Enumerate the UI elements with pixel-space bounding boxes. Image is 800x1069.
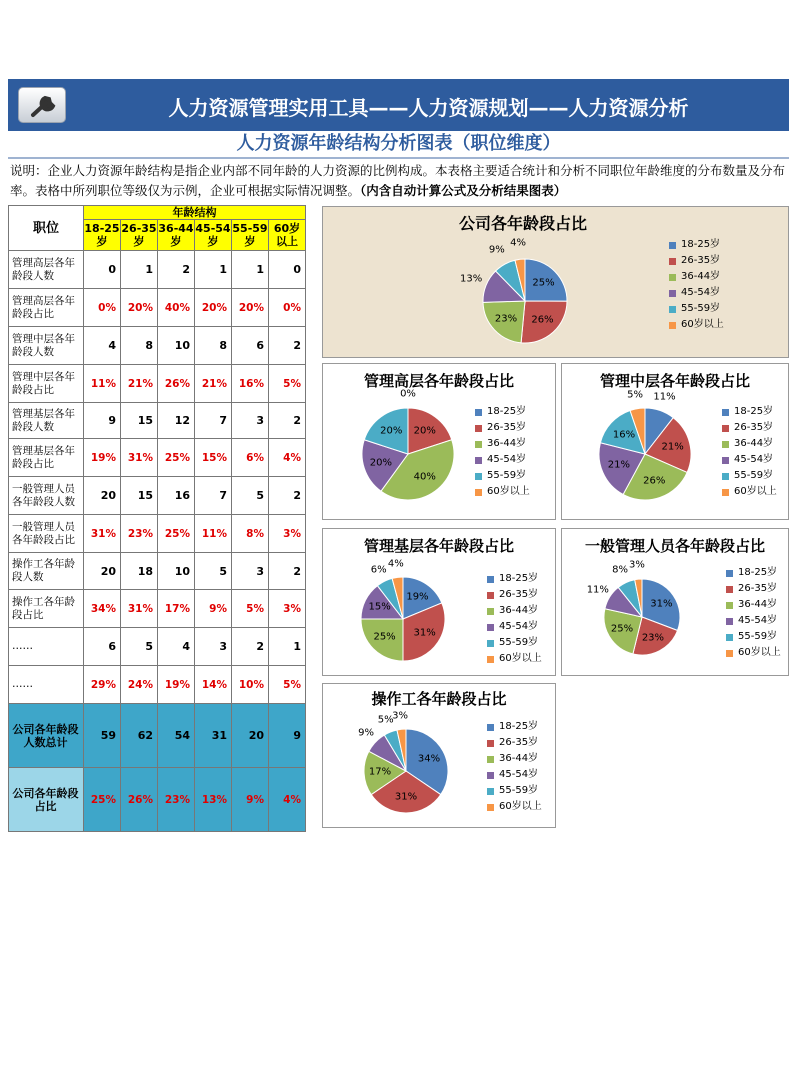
legend-swatch bbox=[487, 804, 494, 811]
senior-mgmt-pie-panel bbox=[322, 363, 556, 520]
table-cell: 6% bbox=[232, 439, 269, 477]
legend-item bbox=[487, 651, 542, 667]
table-cell: 16% bbox=[232, 365, 269, 403]
legend-swatch bbox=[487, 788, 494, 795]
legend-item bbox=[487, 587, 542, 603]
middle-mgmt-pie-panel bbox=[561, 363, 789, 520]
table-cell: 17% bbox=[158, 590, 195, 628]
table-cell: 6 bbox=[84, 628, 121, 666]
legend-item bbox=[669, 253, 724, 269]
legend-item bbox=[722, 484, 777, 500]
slice-label: 9% bbox=[358, 727, 374, 739]
chart-legend bbox=[669, 237, 724, 333]
table-cell: 5 bbox=[121, 628, 158, 666]
legend-swatch bbox=[722, 489, 729, 496]
legend-label: 26-35岁 bbox=[499, 737, 539, 748]
row-label: 操作工各年龄段人数 bbox=[9, 553, 84, 590]
legend-label: 55-59岁 bbox=[487, 470, 527, 481]
legend-label: 18-25岁 bbox=[499, 573, 539, 584]
row-label: 管理中层各年龄段占比 bbox=[9, 365, 84, 403]
slice-label: 25% bbox=[610, 623, 634, 635]
table-cell: 2 bbox=[232, 628, 269, 666]
legend-label: 26-35岁 bbox=[734, 422, 774, 433]
table-cell: 5% bbox=[232, 590, 269, 628]
legend-swatch bbox=[487, 756, 494, 763]
legend-item bbox=[487, 571, 542, 587]
table-cell: 2 bbox=[269, 327, 306, 365]
legend-label: 26-35岁 bbox=[499, 589, 539, 600]
worker-pie-panel bbox=[322, 683, 556, 828]
legend-label: 36-44岁 bbox=[487, 438, 527, 449]
table-cell: 8% bbox=[232, 515, 269, 553]
slice-label: 9% bbox=[488, 244, 505, 256]
table-cell: 7 bbox=[195, 477, 232, 515]
position-header: 职位 bbox=[9, 206, 84, 251]
table-cell: 5 bbox=[195, 553, 232, 590]
legend-label: 60岁以上 bbox=[499, 801, 542, 812]
table-cell: 15% bbox=[195, 439, 232, 477]
legend-label: 45-54岁 bbox=[499, 621, 539, 632]
legend-swatch bbox=[722, 425, 729, 432]
header-banner bbox=[8, 79, 789, 131]
slice-label: 11% bbox=[586, 584, 609, 596]
legend-label: 60岁以上 bbox=[734, 486, 777, 497]
legend-item bbox=[475, 452, 530, 468]
table-cell: 11% bbox=[195, 515, 232, 553]
table-cell: 21% bbox=[121, 365, 158, 403]
legend-swatch bbox=[726, 602, 733, 609]
legend-swatch bbox=[475, 457, 482, 464]
total-cell: 9% bbox=[232, 768, 269, 832]
slice-label: 31% bbox=[394, 791, 418, 803]
junior-mgmt-pie-panel bbox=[322, 528, 556, 676]
legend-label: 55-59岁 bbox=[499, 785, 539, 796]
age-header-1: 26-35岁 bbox=[121, 220, 158, 251]
table-cell: 0% bbox=[269, 289, 306, 327]
total-cell: 20 bbox=[232, 704, 269, 768]
table-cell: 20% bbox=[195, 289, 232, 327]
slice-label: 13% bbox=[460, 273, 483, 285]
legend-item bbox=[726, 597, 781, 613]
slice-label: 21% bbox=[661, 441, 684, 453]
total-cell: 4% bbox=[269, 768, 306, 832]
legend-label: 36-44岁 bbox=[738, 599, 778, 610]
legend-swatch bbox=[475, 441, 482, 448]
slice-label: 25% bbox=[373, 631, 396, 643]
slice-label: 3% bbox=[392, 710, 408, 722]
age-header-5: 60岁以上 bbox=[269, 220, 306, 251]
table-cell: 40% bbox=[158, 289, 195, 327]
page-subtitle: 人力资源年龄结构分析图表（职位维度） bbox=[236, 133, 561, 154]
table-cell: 14% bbox=[195, 666, 232, 704]
legend-label: 36-44岁 bbox=[681, 271, 721, 282]
slice-label: 3% bbox=[629, 559, 645, 571]
table-cell: 2 bbox=[269, 477, 306, 515]
table-cell: 10% bbox=[232, 666, 269, 704]
slice-label: 11% bbox=[653, 391, 676, 403]
chart-title: 操作工各年龄段占比 bbox=[371, 690, 507, 708]
slice-label: 0% bbox=[400, 388, 416, 400]
table-cell: 31% bbox=[121, 439, 158, 477]
slice-label: 6% bbox=[370, 564, 387, 576]
legend-swatch bbox=[722, 457, 729, 464]
table-cell: 5% bbox=[269, 365, 306, 403]
legend-label: 55-59岁 bbox=[681, 303, 721, 314]
legend-swatch bbox=[487, 592, 494, 599]
legend-label: 18-25岁 bbox=[487, 406, 527, 417]
table-cell: 4 bbox=[158, 628, 195, 666]
row-label: 操作工各年龄段占比 bbox=[9, 590, 84, 628]
company-pie-panel bbox=[322, 206, 789, 358]
row-label: 管理高层各年龄段占比 bbox=[9, 289, 84, 327]
legend-item bbox=[726, 629, 781, 645]
table-cell: 21% bbox=[195, 365, 232, 403]
description-bold: （内含自动计算公式及分析结果图表） bbox=[360, 183, 567, 198]
table-cell: 3% bbox=[269, 590, 306, 628]
legend-swatch bbox=[487, 640, 494, 647]
legend-item bbox=[475, 420, 530, 436]
legend-swatch bbox=[669, 322, 676, 329]
total-cell: 54 bbox=[158, 704, 195, 768]
legend-item bbox=[722, 420, 777, 436]
chart-legend bbox=[487, 719, 542, 815]
legend-label: 60岁以上 bbox=[499, 653, 542, 664]
legend-swatch bbox=[669, 258, 676, 265]
slice-label: 5% bbox=[627, 389, 644, 401]
table-cell: 19% bbox=[158, 666, 195, 704]
table-cell: 5 bbox=[232, 477, 269, 515]
table-cell: 2 bbox=[269, 403, 306, 439]
chart-title: 管理基层各年龄段占比 bbox=[363, 537, 514, 555]
legend-label: 26-35岁 bbox=[681, 255, 721, 266]
chart-legend bbox=[722, 404, 777, 500]
total-row-label: 公司各年龄段占比 bbox=[9, 768, 84, 832]
age-header-4: 55-59岁 bbox=[232, 220, 269, 251]
table-cell: 7 bbox=[195, 403, 232, 439]
table-cell: 20% bbox=[121, 289, 158, 327]
legend-label: 36-44岁 bbox=[499, 605, 539, 616]
legend-swatch bbox=[487, 576, 494, 583]
legend-label: 26-35岁 bbox=[487, 422, 527, 433]
legend-label: 36-44岁 bbox=[734, 438, 774, 449]
legend-item bbox=[722, 452, 777, 468]
legend-swatch bbox=[722, 473, 729, 480]
legend-item bbox=[669, 317, 724, 333]
wrench-icon bbox=[18, 87, 66, 123]
table-cell: 3 bbox=[195, 628, 232, 666]
chart-title: 一般管理人员各年龄段占比 bbox=[584, 537, 765, 555]
legend-item bbox=[475, 436, 530, 452]
legend-label: 60岁以上 bbox=[681, 319, 724, 330]
page-title: 人力资源管理实用工具——人力资源规划——人力资源分析 bbox=[168, 96, 689, 120]
legend-item bbox=[487, 719, 542, 735]
table-cell: 8 bbox=[195, 327, 232, 365]
table-cell: 25% bbox=[158, 439, 195, 477]
row-label: …… bbox=[9, 666, 84, 704]
legend-swatch bbox=[669, 290, 676, 297]
legend-label: 26-35岁 bbox=[738, 583, 778, 594]
table-cell: 31% bbox=[121, 590, 158, 628]
slice-label: 23% bbox=[494, 313, 518, 325]
chart-title: 管理中层各年龄段占比 bbox=[599, 372, 750, 390]
legend-item bbox=[722, 468, 777, 484]
chart-legend bbox=[487, 571, 542, 667]
slice-label: 17% bbox=[368, 766, 392, 778]
table-cell: 11% bbox=[84, 365, 121, 403]
slice-label: 5% bbox=[377, 714, 394, 726]
table-cell: 18 bbox=[121, 553, 158, 590]
legend-swatch bbox=[669, 306, 676, 313]
table-cell: 16 bbox=[158, 477, 195, 515]
row-label: 管理中层各年龄段人数 bbox=[9, 327, 84, 365]
total-cell: 25% bbox=[84, 768, 121, 832]
legend-item bbox=[726, 645, 781, 661]
table-cell: 3 bbox=[232, 553, 269, 590]
table-cell: 31% bbox=[84, 515, 121, 553]
slice-label: 26% bbox=[531, 314, 554, 326]
chart-legend bbox=[475, 404, 530, 500]
legend-item bbox=[487, 635, 542, 651]
legend-item bbox=[487, 751, 542, 767]
legend-item bbox=[726, 581, 781, 597]
total-cell: 31 bbox=[195, 704, 232, 768]
legend-item bbox=[669, 269, 724, 285]
table-cell: 29% bbox=[84, 666, 121, 704]
table-cell: 4% bbox=[269, 439, 306, 477]
slice-label: 40% bbox=[413, 471, 436, 483]
table-cell: 1 bbox=[195, 251, 232, 289]
slice-label: 20% bbox=[369, 457, 392, 469]
table-cell: 15 bbox=[121, 403, 158, 439]
legend-swatch bbox=[487, 772, 494, 779]
legend-label: 36-44岁 bbox=[499, 753, 539, 764]
total-cell: 59 bbox=[84, 704, 121, 768]
legend-item bbox=[669, 285, 724, 301]
legend-swatch bbox=[726, 586, 733, 593]
slice-label: 16% bbox=[612, 429, 636, 441]
total-cell: 23% bbox=[158, 768, 195, 832]
legend-swatch bbox=[475, 425, 482, 432]
table-cell: 9% bbox=[195, 590, 232, 628]
legend-label: 60岁以上 bbox=[487, 486, 530, 497]
slice-label: 25% bbox=[532, 277, 555, 289]
table-cell: 34% bbox=[84, 590, 121, 628]
legend-item bbox=[475, 404, 530, 420]
chart-title: 管理高层各年龄段占比 bbox=[363, 372, 514, 390]
age-header-3: 45-54岁 bbox=[195, 220, 232, 251]
legend-item bbox=[487, 735, 542, 751]
slice-label: 21% bbox=[607, 459, 630, 471]
total-cell: 26% bbox=[121, 768, 158, 832]
legend-swatch bbox=[726, 570, 733, 577]
table-cell: 1 bbox=[121, 251, 158, 289]
legend-swatch bbox=[669, 274, 676, 281]
description bbox=[10, 161, 788, 201]
legend-swatch bbox=[487, 724, 494, 731]
table-cell: 19% bbox=[84, 439, 121, 477]
legend-label: 55-59岁 bbox=[499, 637, 539, 648]
legend-swatch bbox=[669, 242, 676, 249]
table-cell: 1 bbox=[232, 251, 269, 289]
row-label: 一般管理人员各年龄段占比 bbox=[9, 515, 84, 553]
row-label: 管理基层各年龄段人数 bbox=[9, 403, 84, 439]
legend-item bbox=[487, 767, 542, 783]
legend-item bbox=[669, 237, 724, 253]
slice-label: 8% bbox=[612, 564, 629, 576]
age-structure-table bbox=[8, 205, 306, 832]
total-row-label: 公司各年龄段人数总计 bbox=[9, 704, 84, 768]
table-cell: 10 bbox=[158, 553, 195, 590]
slice-label: 34% bbox=[417, 753, 441, 765]
table-cell: 9 bbox=[84, 403, 121, 439]
legend-label: 60岁以上 bbox=[738, 647, 781, 658]
table-cell: 0% bbox=[84, 289, 121, 327]
chart-legend bbox=[726, 565, 781, 661]
legend-label: 18-25岁 bbox=[734, 406, 774, 417]
total-cell: 13% bbox=[195, 768, 232, 832]
row-label: 管理高层各年龄段人数 bbox=[9, 251, 84, 289]
legend-label: 18-25岁 bbox=[681, 239, 721, 250]
table-cell: 12 bbox=[158, 403, 195, 439]
legend-item bbox=[669, 301, 724, 317]
legend-swatch bbox=[726, 650, 733, 657]
age-header-2: 36-44岁 bbox=[158, 220, 195, 251]
table-cell: 20 bbox=[84, 553, 121, 590]
total-cell: 9 bbox=[269, 704, 306, 768]
legend-swatch bbox=[487, 740, 494, 747]
row-label: 管理基层各年龄段占比 bbox=[9, 439, 84, 477]
legend-swatch bbox=[726, 618, 733, 625]
legend-label: 45-54岁 bbox=[499, 769, 539, 780]
slice-label: 31% bbox=[650, 598, 673, 610]
slice-label: 26% bbox=[643, 475, 666, 487]
table-cell: 4 bbox=[84, 327, 121, 365]
table-cell: 20 bbox=[84, 477, 121, 515]
table-cell: 23% bbox=[121, 515, 158, 553]
table-cell: 2 bbox=[269, 553, 306, 590]
table-cell: 3 bbox=[232, 403, 269, 439]
legend-item bbox=[475, 468, 530, 484]
legend-label: 45-54岁 bbox=[734, 454, 774, 465]
table-cell: 5% bbox=[269, 666, 306, 704]
legend-label: 18-25岁 bbox=[738, 567, 778, 578]
chart-title: 公司各年龄段占比 bbox=[458, 214, 587, 233]
legend-swatch bbox=[487, 656, 494, 663]
legend-item bbox=[722, 404, 777, 420]
slice-label: 4% bbox=[387, 558, 404, 570]
table-cell: 0 bbox=[269, 251, 306, 289]
legend-swatch bbox=[722, 409, 729, 416]
legend-label: 55-59岁 bbox=[734, 470, 774, 481]
table-cell: 15 bbox=[121, 477, 158, 515]
legend-item bbox=[487, 783, 542, 799]
table-cell: 25% bbox=[158, 515, 195, 553]
table-cell: 26% bbox=[158, 365, 195, 403]
legend-label: 18-25岁 bbox=[499, 721, 539, 732]
general-mgmt-pie-panel bbox=[561, 528, 789, 676]
legend-swatch bbox=[487, 624, 494, 631]
legend-swatch bbox=[475, 489, 482, 496]
legend-item bbox=[726, 565, 781, 581]
table-cell: 0 bbox=[84, 251, 121, 289]
slice-label: 23% bbox=[641, 632, 665, 644]
table-cell: 6 bbox=[232, 327, 269, 365]
table-cell: 8 bbox=[121, 327, 158, 365]
row-label: …… bbox=[9, 628, 84, 666]
table-cell: 24% bbox=[121, 666, 158, 704]
age-group-header: 年龄结构 bbox=[84, 206, 306, 220]
table-cell: 20% bbox=[232, 289, 269, 327]
row-label: 一般管理人员各年龄段人数 bbox=[9, 477, 84, 515]
slice-label: 31% bbox=[413, 627, 436, 639]
slice-label: 19% bbox=[406, 591, 429, 603]
table-cell: 1 bbox=[269, 628, 306, 666]
slice-label: 20% bbox=[380, 425, 403, 437]
legend-swatch bbox=[487, 608, 494, 615]
legend-label: 55-59岁 bbox=[738, 631, 778, 642]
legend-swatch bbox=[475, 473, 482, 480]
total-cell: 62 bbox=[121, 704, 158, 768]
table-cell: 2 bbox=[158, 251, 195, 289]
table-cell: 3% bbox=[269, 515, 306, 553]
legend-item bbox=[722, 436, 777, 452]
legend-swatch bbox=[722, 441, 729, 448]
legend-item bbox=[487, 799, 542, 815]
legend-item bbox=[726, 613, 781, 629]
legend-label: 45-54岁 bbox=[738, 615, 778, 626]
legend-swatch bbox=[726, 634, 733, 641]
slice-label: 15% bbox=[368, 601, 391, 613]
legend-label: 45-54岁 bbox=[681, 287, 721, 298]
legend-item bbox=[475, 484, 530, 500]
slice-label: 4% bbox=[510, 237, 526, 249]
table-cell: 10 bbox=[158, 327, 195, 365]
legend-item bbox=[487, 619, 542, 635]
legend-label: 45-54岁 bbox=[487, 454, 527, 465]
legend-swatch bbox=[475, 409, 482, 416]
divider bbox=[8, 157, 789, 159]
slice-label: 20% bbox=[413, 425, 436, 437]
age-header-0: 18-25岁 bbox=[84, 220, 121, 251]
description-text: 说明：企业人力资源年龄结构是指企业内部不同年龄的人力资源的比例构成。本表格主要适合统计和分析不同职位年龄维度的分布数量及分布率。表格中所列职位等级仅为示例，企业可根据实际情况调整。 bbox=[10, 163, 786, 198]
legend-item bbox=[487, 603, 542, 619]
